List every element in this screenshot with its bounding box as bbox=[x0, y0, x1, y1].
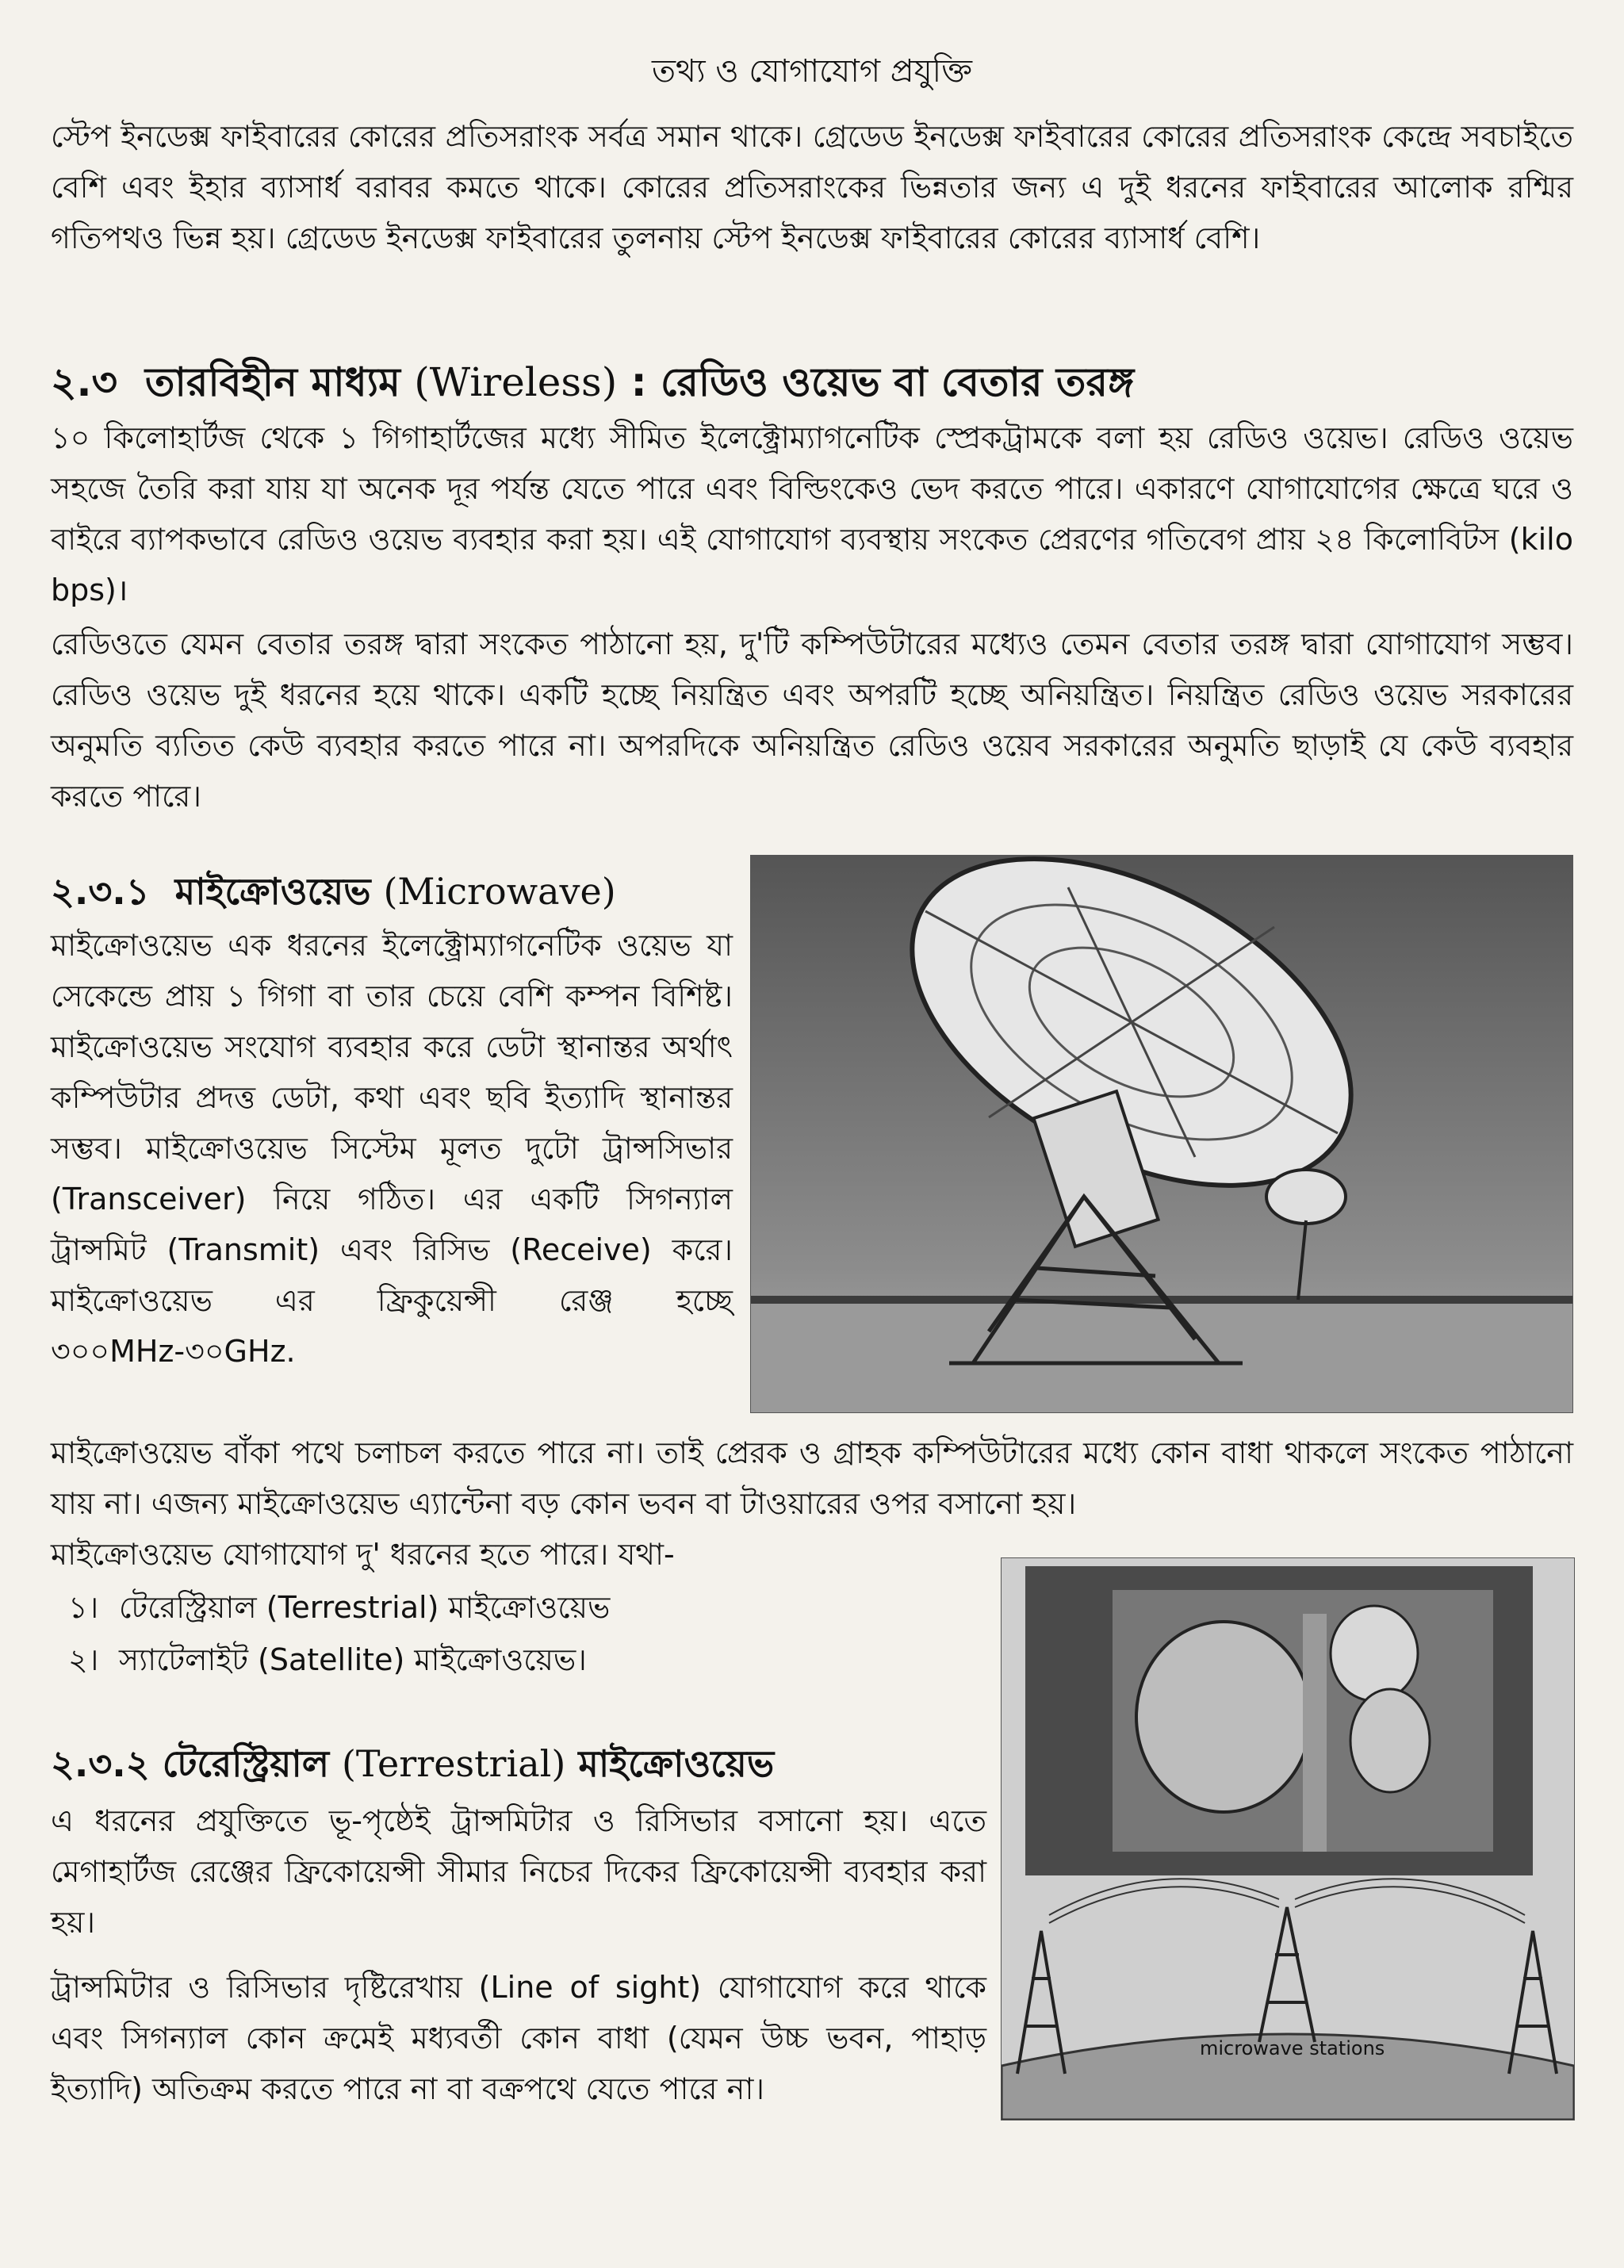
section-title-en: (Microwave) bbox=[383, 870, 616, 913]
microwave-stations-figure bbox=[1001, 1557, 1575, 2121]
satellite-dish-photo bbox=[750, 855, 1573, 1413]
terrestrial-paragraph-2: ট্রান্সমিটার ও রিসিভার দৃষ্টিরেখায় (Line of sight) যোগাযোগ করে থাকে এবং সিগন্যাল কোন ক্রমেই মধ্যবর্তী কোন বাধা (যেমন উচ্চ ভবন, পাহাড় ইত্যাদি) অতিক্রম করতে পারে না বা বক্রপথে যেতে পারে না। bbox=[51, 1970, 986, 2106]
section-2-3-paragraph-2: রেডিওতে যেমন বেতার তরঙ্গ দ্বারা সংকেত পাঠানো হয়, দু'টি কম্পিউটারের মধ্যেও তেমন বেতার তরঙ্গ দ্বারা যোগাযোগ সম্ভব। রেডিও ওয়েভ দুই ধরনের হয়ে থাকে। একটি হচ্ছে নিয়ন্ত্রিত এবং অপরটি হচ্ছে অনিয়ন্ত্রিত। নিয়ন্ত্রিত রেডিও ওয়েভ সরকারের অনুমতি ব্যতিত কেউ ব্যবহার করতে পারে না। অপরদিকে অনিয়ন্ত্রিত রেডিও ওয়েব সরকারের অনুমতি ছাড়াই যে কেউ ব্যবহার করতে পারে। bbox=[51, 626, 1573, 814]
figure-label: microwave stations bbox=[1200, 2037, 1385, 2059]
section-title-bn: টেরেস্ট্রিয়াল bbox=[162, 1742, 329, 1785]
section-2-3-2-heading bbox=[51, 1737, 774, 1797]
section-number: ২.৩.২ bbox=[51, 1742, 150, 1785]
section-title-rest: : রেডিও ওয়েভ বা বেতার তরঙ্গ bbox=[630, 359, 1135, 405]
section-number: ২.৩ bbox=[51, 359, 118, 405]
intro-paragraph: স্টেপ ইনডেক্স ফাইবারের কোরের প্রতিসরাংক সর্বত্র সমান থাকে। গ্রেডেড ইনডেক্স ফাইবারের কোরের প্রতিসরাংক কেন্দ্রে সবচাইতে বেশি এবং ইহার ব্যাসার্ধ বরাবর কমতে থাকে। কোরের প্রতিসরাংকের ভিন্নতার জন্য এ দুই ধরনের ফাইবারের আলোক রশ্মির গতিপথও ভিন্ন হয়। গ্রেডেড ইনডেক্স ফাইবারের তুলনায় স্টেপ ইনডেক্স ফাইবারের কোরের ব্যাসার্ধ বেশি। bbox=[51, 119, 1573, 255]
section-2-3-paragraph-1: ১০ কিলোহার্টজ থেকে ১ গিগাহার্টজের মধ্যে সীমিত ইলেক্ট্রোম্যাগনেটিক স্প্রেকট্রামকে বলা হয় রেডিও ওয়েভ। রেডিও ওয়েভ সহজে তৈরি করা যায় যা অনেক দূর পর্যন্ত যেতে পারে এবং বিল্ডিংকেও ভেদ করতে পারে। একারণে যোগাযোগের ক্ষেত্রে ঘরে ও বাইরে ব্যাপকভাবে রেডিও ওয়েভ ব্যবহার করা হয়। এই যোগাযোগ ব্যবস্থায় সংকেত প্রেরণের গতিবেগ প্রায় ২৪ কিলোবিটস (kilo bps)। bbox=[51, 420, 1573, 607]
section-2-3-heading bbox=[51, 353, 1134, 419]
section-title-en: (Terrestrial) bbox=[341, 1742, 566, 1785]
list-item: ১। টেরেস্ট্রিয়াল (Terrestrial) মাইক্রোওয়েভ bbox=[68, 1590, 611, 1625]
section-title-rest: মাইক্রোওয়েভ bbox=[578, 1742, 775, 1785]
section-title-en: (Wireless) bbox=[414, 359, 618, 405]
microwave-types-list bbox=[68, 1581, 610, 1686]
running-head: তথ্য ও যোগাযোগ প্রযুক্তি bbox=[652, 53, 972, 90]
section-2-3-1-heading bbox=[51, 864, 616, 925]
microwave-paragraph-1: মাইক্রোওয়েভ এক ধরনের ইলেক্ট্রোম্যাগনেটিক ওয়েভ যা সেকেন্ডে প্রায় ১ গিগা বা তার চেয়ে বেশি কম্পন বিশিষ্ট। মাইক্রোওয়েভ সংযোগ ব্যবহার করে ডেটা স্থানান্তর অর্থাৎ কম্পিউটার প্রদত্ত ডেটা, কথা এবং ছবি ইত্যাদি স্থানান্তর সম্ভব। মাইক্রোওয়েভ সিস্টেম মূলত দুটো ট্রান্সসিভার (Transceiver) নিয়ে গঠিত। এর একটি সিগন্যাল ট্রান্সমিট (Transmit) এবং রিসিভ (Receive) করে। মাইক্রোওয়েভ এর ফ্রিকুয়েন্সী রেঞ্জ হচ্ছে ৩০০MHz-৩০GHz. bbox=[51, 928, 733, 1369]
section-number: ২.৩.১ bbox=[51, 870, 150, 913]
section-title-bn: তারবিহীন মাধ্যম bbox=[144, 359, 400, 405]
microwave-paragraph-2: মাইক্রোওয়েভ বাঁকা পথে চলাচল করতে পারে না। তাই প্রেরক ও গ্রাহক কম্পিউটারের মধ্যে কোন বাধা থাকলে সংকেত পাঠানো যায় না। এজন্য মাইক্রোওয়েভ এ্যান্টেনা বড় কোন ভবন বা টাওয়ারের ওপর বসানো হয়। bbox=[51, 1435, 1573, 1521]
microwave-list-intro: মাইক্রোওয়েভ যোগাযোগ দু' ধরনের হতে পারে। যথা- bbox=[51, 1537, 675, 1572]
section-title-bn: মাইক্রোওয়েভ bbox=[174, 870, 371, 913]
list-item: ২। স্যাটেলাইট (Satellite) মাইক্রোওয়েভ। bbox=[68, 1642, 587, 1677]
terrestrial-paragraph-1: এ ধরনের প্রযুক্তিতে ভূ-পৃষ্ঠেই ট্রান্সমিটার ও রিসিভার বসানো হয়। এতে মেগাহার্টজ রেঞ্জের ফ্রিকোয়েন্সী সীমার নিচের দিকের ফ্রিকোয়েন্সী ব্যবহার করা হয়। bbox=[51, 1803, 986, 1940]
